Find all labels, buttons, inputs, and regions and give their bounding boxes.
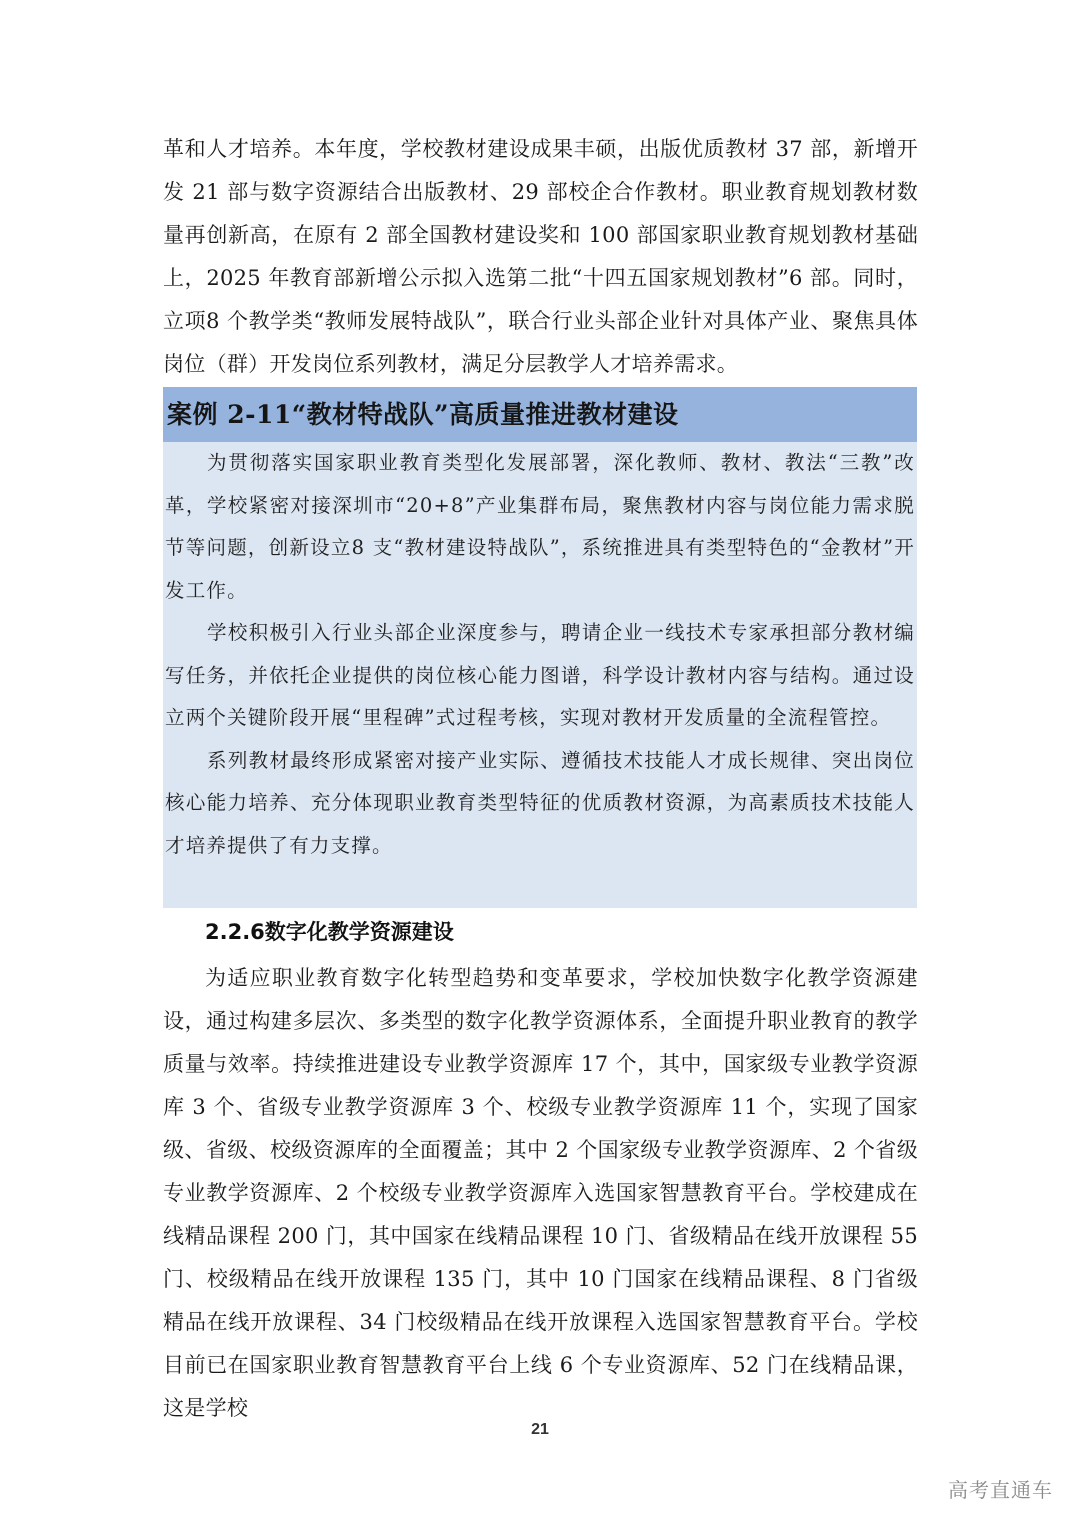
case-paragraph-3: 系列教材最终形成紧密对接产业实际、遵循技术技能人才成长规律、突出岗位核心能力培养、充分体现职业教育类型特征的优质教材资源，为高素质技术技能人才培养提供了有力支撑。 [165,748,915,857]
page-number: 21 [531,1421,549,1438]
watermark: 高考直通车 [948,1478,1053,1502]
case-paragraph-1: 为贯彻落实国家职业教育类型化发展部署，深化教师、教材、教法“三教”改革，学校紧密对接深圳市“20+8”产业集群布局，聚焦教材内容与岗位能力需求脱节等问题，创新设立8 支“教材建设特战队”，系统推进具有类型特色的“金教材”开发工作。 [165,451,915,602]
case-study-box [163,387,917,908]
section-heading: 2.2.6数字化教学资源建设 [205,920,454,944]
section-paragraph: 为适应职业教育数字化转型趋势和变革要求，学校加快数字化教学资源建设，通过构建多层次、多类型的数字化教学资源体系，全面提升职业教育的教学质量与效率。持续推进建设专业教学资源库 17 个，其中，国家级专业教学资源库 3 个、省级专业教学资源库 3 个、校级专业教学资源库 11 个，实现了国家级、省级、校级资源库的全面覆盖；其中 2 个国家级专业教学资源库、2 个省级专业教学资源库、2 个校级专业教学资源库入选国家智慧教育平台。学校建成在线精品课程 200 门，其中国家在线精品课程 10 门、省级精品在线开放课程 55 门、校级精品在线开放课程 135 门，其中 10 门国家在线精品课程、8 门省级精品在线开放课程、34 门校级精品在线开放课程入选国家智慧教育平台。学校目前已在国家职业教育智慧教育平台上线 6 个专业资源库、52 门在线精品课，这是学校 [163,966,918,1420]
case-paragraph-2: 学校积极引入行业头部企业深度参与，聘请企业一线技术专家承担部分教材编写任务，并依托企业提供的岗位核心能力图谱，科学设计教材内容与结构。通过设立两个关键阶段开展“里程碑”式过程考核，实现对教材开发质量的全流程管控。 [165,621,915,729]
intro-paragraph: 革和人才培养。本年度，学校教材建设成果丰硕，出版优质教材 37 部，新增开发 21 部与数字资源结合出版教材、29 部校企合作教材。职业教育规划教材数量再创新高，在原有 2 部全国教材建设奖和 100 部国家职业教育规划教材基础上，2025 年教育部新增公示拟入选第二批“十四五国家规划教材”6 部。同时，立项8 个教学类“教师发展特战队”，联合行业头部企业针对具体产业、聚焦具体岗位（群）开发岗位系列教材，满足分层教学人才培养需求。 [163,137,918,376]
case-study-body [163,442,917,867]
case-study-title: 案例 2-11“教材特战队”高质量推进教材建设 [163,387,917,442]
